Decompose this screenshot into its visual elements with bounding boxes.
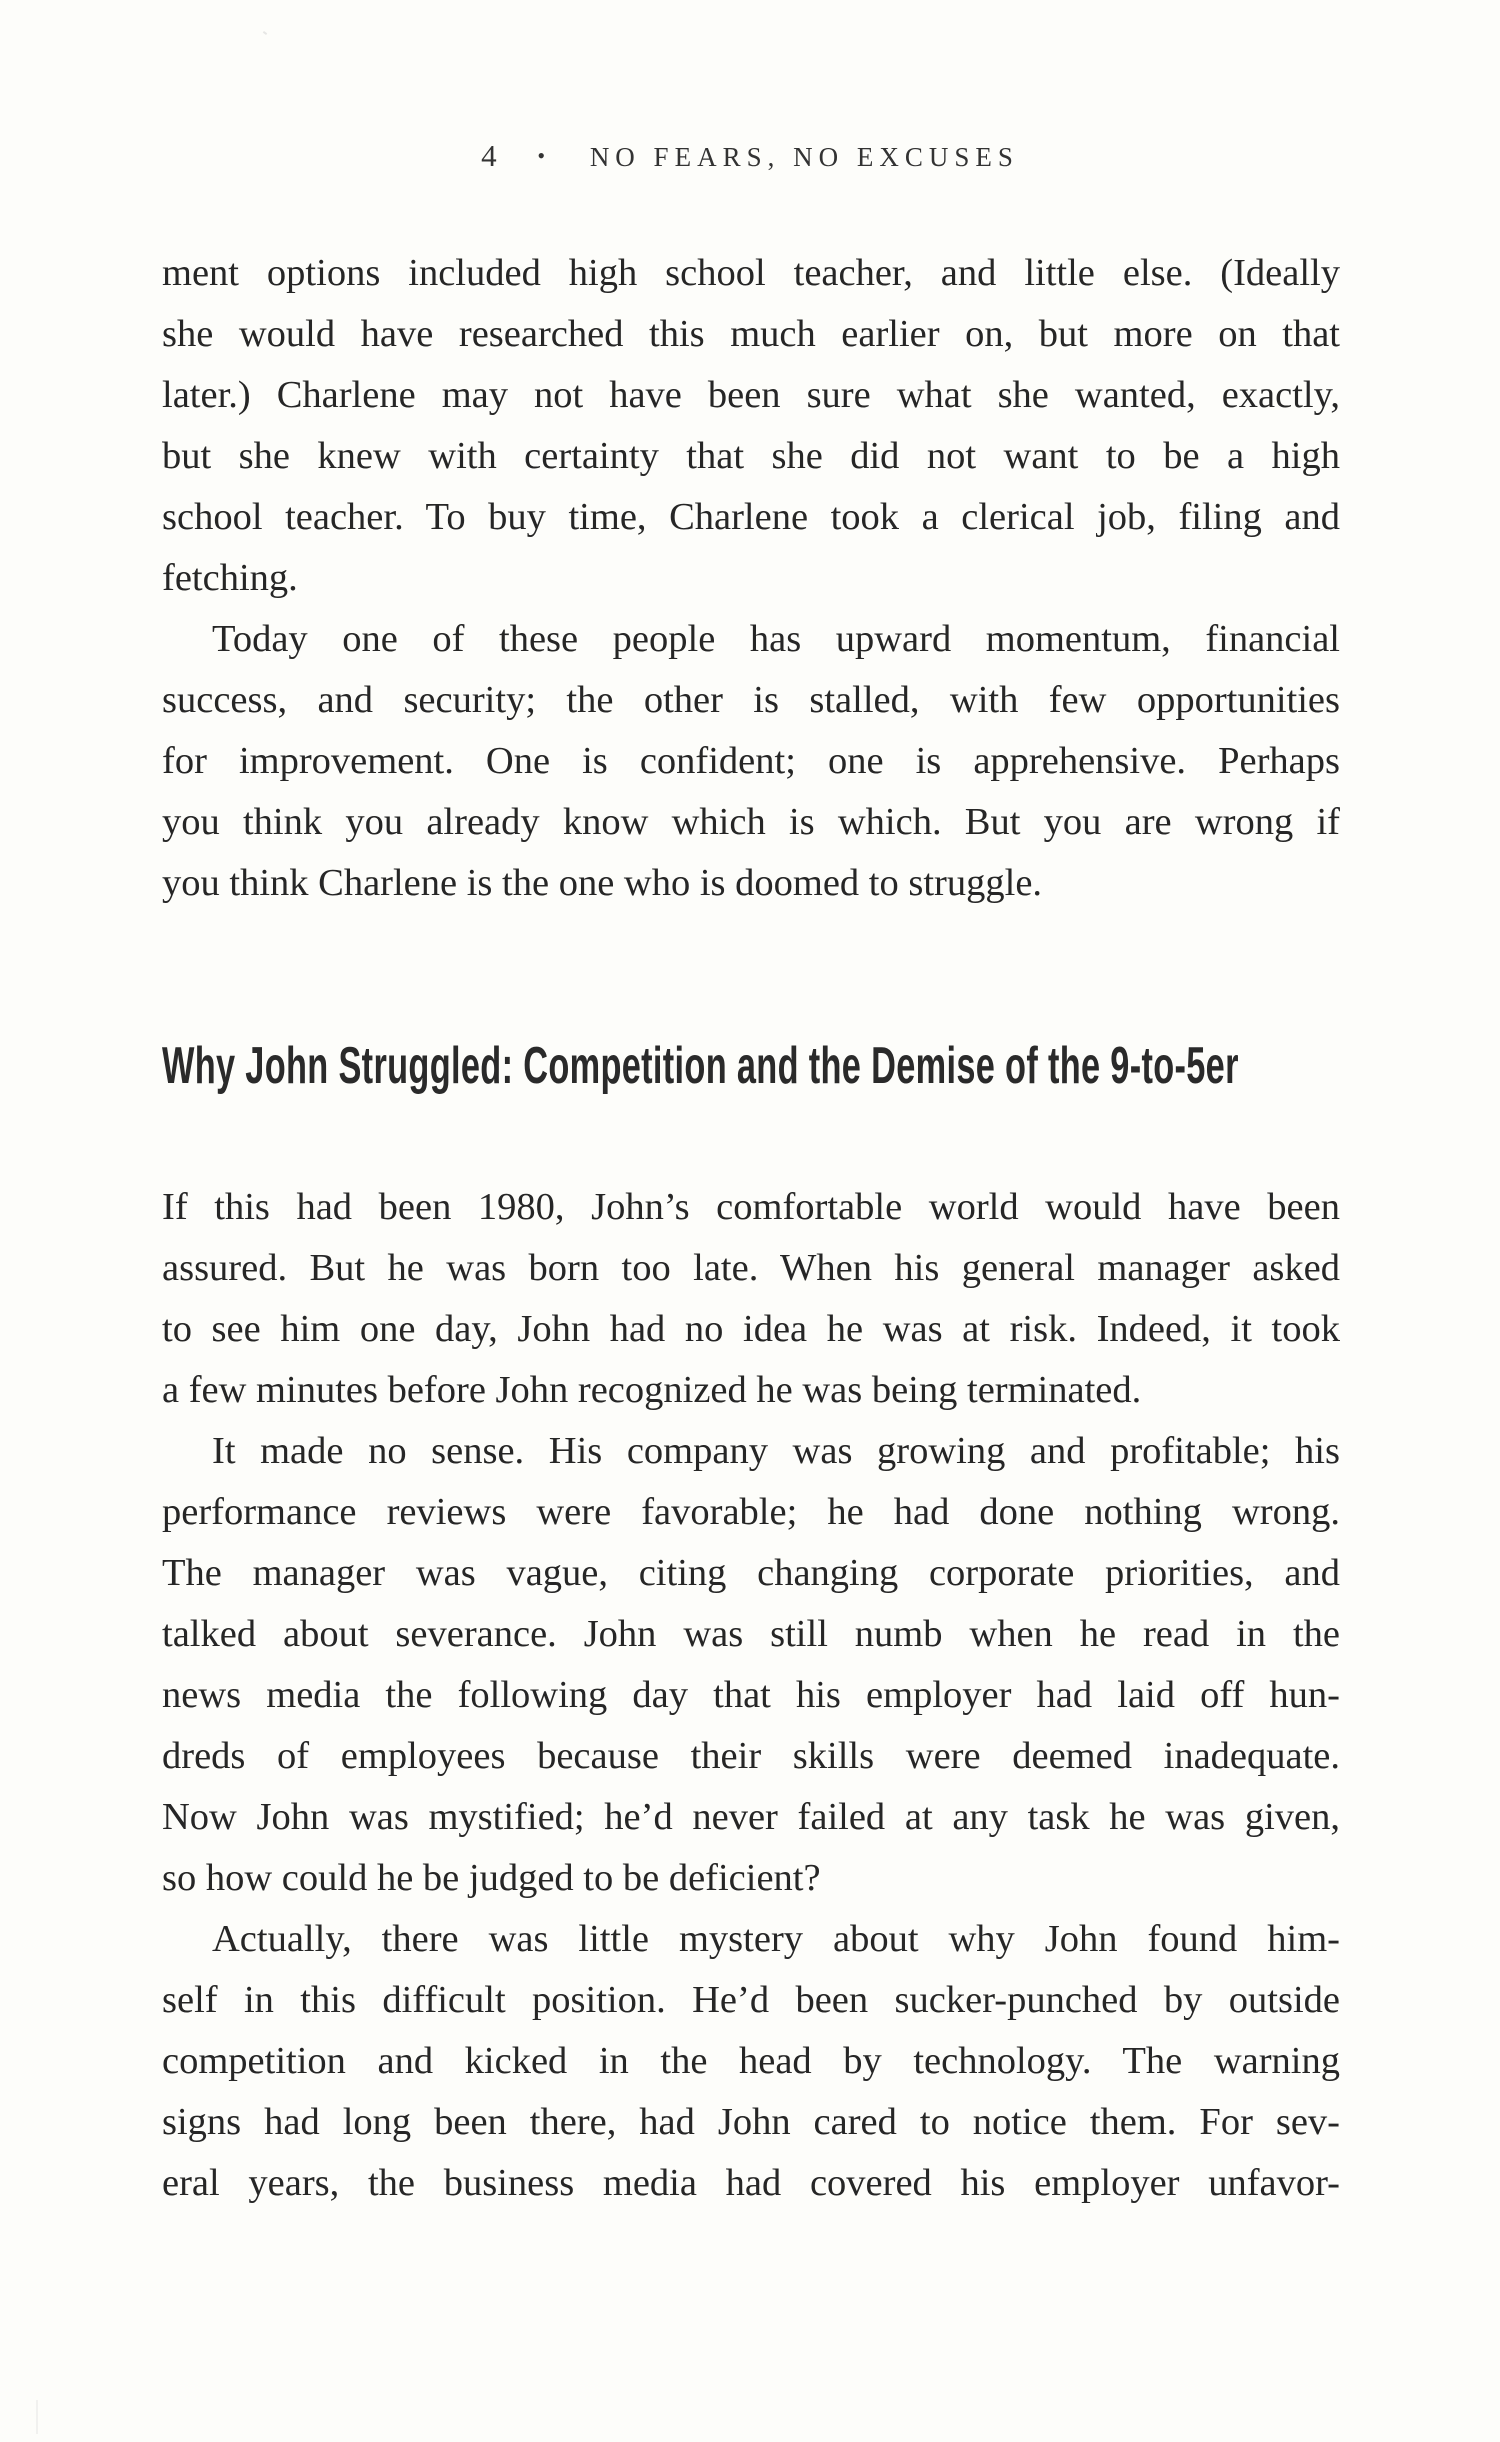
text-block-before-heading (162, 243, 1340, 914)
running-head (0, 138, 1500, 174)
text-line: to see him one day, John had no idea he was at risk. Indeed, it took (162, 1308, 1340, 1350)
text-line: so how could he be judged to be deficient? (162, 1857, 821, 1899)
scan-speck (263, 31, 267, 35)
text-line: you think you already know which is which. But you are wrong if (162, 801, 1340, 843)
text-line: assured. But he was born too late. When his general manager asked (162, 1247, 1340, 1289)
text-line: news media the following day that his employer had laid off hun- (162, 1674, 1340, 1716)
text-line: dreds of employees because their skills were deemed inadequate. (162, 1735, 1340, 1777)
text-line: self in this difficult position. He’d been sucker-punched by outside (162, 1979, 1340, 2021)
page-number: 4 (481, 138, 497, 173)
text-line: success, and security; the other is stalled, with few opportunities (162, 679, 1340, 721)
text-line: later.) Charlene may not have been sure what she wanted, exactly, (162, 374, 1340, 416)
paragraph (162, 1909, 1340, 2214)
text-line: ment options included high school teacher, and little else. (Ideally (162, 252, 1340, 294)
text-line: school teacher. To buy time, Charlene took a clerical job, filing and (162, 496, 1340, 538)
section-heading: Why John Struggled: Competition and the Demise of the 9-to-5er (162, 1037, 1239, 1095)
text-line: signs had long been there, had John cared to notice them. For sev- (162, 2101, 1340, 2143)
book-title: NO FEARS, NO EXCUSES (589, 142, 1019, 172)
text-block-after-heading (162, 1177, 1340, 2214)
paragraph (162, 243, 1340, 609)
text-line: talked about severance. John was still numb when he read in the (162, 1613, 1340, 1655)
text-line: fetching. (162, 557, 298, 599)
text-line: Today one of these people has upward momentum, financial (212, 618, 1340, 660)
paragraph (162, 1421, 1340, 1909)
text-line: a few minutes before John recognized he was being terminated. (162, 1369, 1142, 1411)
scan-speck (36, 2400, 38, 2434)
text-line: eral years, the business media had covered his employer unfavor- (162, 2162, 1340, 2204)
paragraph (162, 1177, 1340, 1421)
text-line: she would have researched this much earlier on, but more on that (162, 313, 1340, 355)
text-line: Now John was mystified; he’d never failed at any task he was given, (162, 1796, 1340, 1838)
text-line: you think Charlene is the one who is doomed to struggle. (162, 862, 1043, 904)
text-line: If this had been 1980, John’s comfortable world would have been (162, 1186, 1340, 1228)
text-line: but she knew with certainty that she did not want to be a high (162, 435, 1340, 477)
text-line: Actually, there was little mystery about why John found him- (212, 1918, 1340, 1960)
text-line: performance reviews were favorable; he had done nothing wrong. (162, 1491, 1340, 1533)
text-line: for improvement. One is confident; one is apprehensive. Perhaps (162, 740, 1340, 782)
text-line: It made no sense. His company was growing and profitable; his (212, 1430, 1340, 1472)
paragraph (162, 609, 1340, 914)
text-line: The manager was vague, citing changing corporate priorities, and (162, 1552, 1340, 1594)
separator-bullet: • (537, 143, 552, 168)
text-line: competition and kicked in the head by technology. The warning (162, 2040, 1340, 2082)
